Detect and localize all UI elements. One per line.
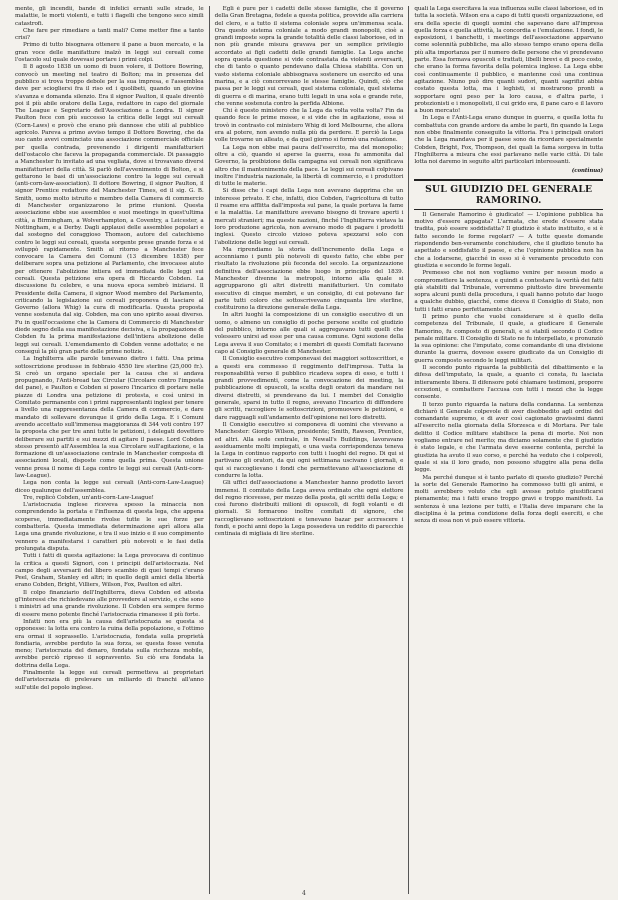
headline-divider	[414, 209, 603, 210]
paragraph: Chi è questo ministero che la Lega da volta volta volta? Fin da quando fece le prime mosse, e si vide che in agitazione, essa si trovò in contrasto col ministero Whig di lord Melbourne, che allora era al potere, non avendo nulla più da perdere. E perciò la Lega volle trovarne un alleato, e da quel giorno si formò una relazione.	[214, 108, 404, 144]
page-number: 4	[302, 890, 306, 897]
paragraph: Tre, replicò Cobden, un'anti-corn-Law-League!	[23, 494, 154, 501]
section-divider	[414, 179, 603, 181]
paragraph: Il Consiglio esecutivo si componeva di uomini che vivevano a Manchester: Giorgio Wilson, presidente; Smith, Rawson, Prentice, ed altri. Alla sede centrale, in Newall's Buildings, lavoravano assiduamente molti impiegati, e una vasta corrispondenza teneva la Lega in continuo rapporto con tutti i luoghi del regno. Di qui si partivano gli oratori, da qui ogni settimana uscivano i giornali, e qui si raccoglievano i fondi che permettevano all'associazione di condurre la lotta.	[214, 421, 404, 479]
paragraph: Tutti i fatti di questa agitazione: la Lega provocava di continuo la critica a questi Signori, con i principii dell'aristocrazia. Nel campo degli avversarii del libero scambio di quei tempi c'erano Peel, Graham, Stanley ed altri; in quello degli amici della libertà erano Cobden, Bright, Villiers, Wilson, Fox, Paulton ed altri.	[15, 553, 204, 589]
paragraph: Ma perché dunque si è tanto parlato di questo giudizio? Perché la sorte del Generale Ramorino ha commosso tutti gli animi, e molti avrebbero voluto che egli avesse potuto giustificarsi pienamente; ma i fatti erano troppo gravi e troppo manifesti. La sentenza è una lezione per tutti, e l'Italia deve imparare che la disciplina è la prima condizione della forza degli eserciti, e che senza di essa non vi può essere vittoria.	[414, 474, 604, 525]
paragraph: Infatti non era più la causa dell'aristocrazia se questa si opponesse: la lotta era contro la ruina della popolazione, e l'ottimo era ormai il soprassello. L'aristocrazia, fondata sulla proprietà fondiaria, avrebbe perduto la sua forza, se questa fosse venuta meno; l'aristocrazia del denaro, fondata sulla ricchezza mobile, avrebbe perciò ripreso il sopravvento. Su ciò era fondata la dottrina della Lega.	[15, 618, 204, 669]
paragraph: Il terzo punto riguarda la natura della condanna. La sentenza dichiarò il Generale colpevole di aver disobbedito agli ordini del comandante supremo, e di aver così cagionato gravissimi danni all'esercito nella giornata della Sforzesca e di Mortara. Per tale delitto il Codice militare stabilisce la pena di morte. Noi non vogliamo entrare nel merito; ma diciamo solamente che il giudizio è stato legale, e che l'armata deve esserne contenta, perché la giustizia ha avuto il suo corso, e perché ha veduto che i colpevoli, quale si sia il loro grado, non possono sfuggire alla pena della legge.	[414, 401, 604, 474]
paragraph: Il Generale Ramorino è giudicato! — L'opinione pubblica ha motivo d'essere appagata? L'armata, che erede d'essere stata tradita, può essere soddisfatta? Il giudizio è stato instituito, e si è fatto secondo le forme regolari? — A tutte queste domande rispondendo ben-veramente conchiudere, che il giudizio tenuto ha aspettato e soddisfatto il paese, e che l'opinione pubblica non ha che a lodarsene, giacché in esso si è veramente proceduto con giustizia e secondo le forme legali.	[414, 211, 604, 269]
paragraph: In Lega e l'Anti-Lega erano dunque in guerra, e quella lotta fu combattuta con grande ardore da ambe le parti, fin quando la Lega non ebbe finalmente conseguito la vittoria. Fra i principali oratori che la Lega mandava per il paese sono da ricordare specialmente Cobden, Bright, Fox, Thompson, dei quali la fama sorgeva in tutta l'Inghilterra a misura che essi parlavano nelle varie città. Di tale lotta noi daremo in seguito altri particolari interessanti.	[414, 115, 604, 166]
paragraph: Lega non conta la legge sui cereali (Anti-corn-Law-League) diceo qualunque dell'assemblea.	[15, 480, 204, 494]
article-headline: SUL GIUDIZIO DEL GENERALE RAMORINO.	[425, 183, 593, 206]
paragraph: Primo di tutto bisognava ottenere il pane a buon mercato, e la gran voce delle manifatture inalzò in leggi sui cereali come l'ostacolo sul quale dovevasi portare i primi colpi.	[15, 42, 204, 64]
paragraph: Il secondo punto riguarda la pubblicità del dibattimento e la difesa dell'imputato, la quale, a quanto ci consta, fu lasciata intieramente libera. Il difensore poté chiamare testimoni, proporre eccezioni, e combattere l'accusa con tutti i mezzi che la legge consente.	[414, 365, 604, 401]
paragraph: Il 8 agosto 1838 un uomo di buon volere, il Dottore Bowring, convocò un meeting nel teatro di Bolton; ma in presenza del pubblico si trova troppo debole per la sua impresa, e l'assemblea deve per sciogliersi fra il riso ed i quolibeti, quando un giovine s'avanza e domanda silenzio. Era il signor Paulton, il quale diventò poi il più abile oratore della Lega, redattore in capo del giornale The League e Segretario dell'Associazione a Londra. Il signor Paulton fece con più successo la critica delle leggi sui cereali (Corn-Laws) e provò che erano più dannose che utili al pubblico agricolo. Pareva a primo avviso tempo il Dottore Bowring, che da suo canto avevi cominciato una associazione commerciale officiale per quella contrada, prevenendo i dirigenti manifatturieri dell'ostacolo che faceva la propaganda commerciale. Di passaggio a Manchester fu invitato ad una vegliata, dove si trovavano diversi manifatturieri della città. Si parlò dell'avvenimento di Bolton, e si gettarono le basi di un'associazione contro la legge sui cereali (anti-corn-law-association). Il dottore Bowring, il signor Paulton, il signor Prentice redattore del Manchester Times, ed il sig. G. B. Smith, uomo molto istruito e membro della Camera di commercio di Manchester organizzarono le prime riunioni. Questa associazione ebbe sue assemblee e suoi meetings in quest'ultima città, a Birmingham, a Wolverhampton, a Coventry, a Leicester, a Nottingham, e a Derby. Dagli applausi delle assemblee popolari e dal sostegno del coraggioso Thomson, autore del catechismo contro le leggi sui cereali, questa sorgente prese grande forza e si sviluppò rapidamente. Smith al ritorno a Manchester fece convocare la Camera dei Comuni (13 dicembre 1838) per deliberare sopra una petizione al Parlamento, che invocasse aiuto per ottenere l'abolizione intiera ed immediata delle leggi sui cereali. Questa petizione era opera di Riccardo Cobden. La discussione fu celebre, e una nuova epoca sembrò iniziarsi. Il Presidente della Camera, il signor Wood membro del Parlamento, criticando la legislazione sui cereali proponeva di lasciare al Governo (allora Whig) la cura di modificarla. Questa proposta venne sostenuta dal sig. Cobden, ma con uno spirito assai diverso. Fu in quell'occasione che la Camera di Commercio di Manchester diede segno della sua manifestazione decisiva, e la propagazione di Cobden fu la prima manifestazione dell'intiera abolizione delle leggi sui cereali. L'emendamento di Cobden venne adottato; e ne conseguì la più gran parte delle prime notizie.	[15, 64, 204, 355]
paragraph: La Inghilterra alle parole tenevano dietro i fatti. Una prima sottoscrizione produsse in febbraio 4550 lire sterline (25,000 fr.). Si creò un organo speciale per la causa che si andava propugnando, l'Anti-bread tax Circular (Circolare contro l'imposta del pane), e Paulton e Cobden si posero l'incarico di portare nelle piazze di Londra una petizione di protesta, e così unirsi in Comitato permanente con i primi rappresentanti inglesi per tenere a livello una rappresentanza della Camera di commercio, e dare mandato di sollevare dovunque il grido della Lega. E i Comuni avendo accettato sull'immensa maggioranza di 344 voti contro 197 la proposta che per tre anni tutte le petizioni, i delegati dovettero deliberare sui partiti e sui mezzi di agitare il paese. Lord Cobden stesso presentò all'Assemblea la sua Circolare sull'agitazione, e la formazione di un'associazione centrale in Manchester composta di associazioni locali, disposte come quella prima. Questa unione venne presa il nome di Lega contro le leggi sui cereali (Anti-corn-law-League).	[15, 356, 204, 479]
continued-marker: (continua)	[571, 167, 604, 174]
paragraph: Si disse che i capi della Lega non avevano dapprima che un interesse privato. E che, infatti, dice Cobden, l'agricoltura di tutto il reame era afflitta dall'imposta sul pane, la quale portava la fame e la malattia. Le manifatture avevano bisogno di trovare aperti i mercati stranieri; ma queste nazioni, finché l'Inghilterra vietava la loro produzione agricola, non avevano modo di pagare i prodotti inglesi. Questo circolo vizioso poteva spezzarsi solo con l'abolizione delle leggi sui cereali.	[214, 188, 404, 246]
paragraph: quali la Lega esercitava la sua influenza sulle classi laboriose, ed in tutta la società. Wilson era a capo di tutti questi organizzazione, ed era della specie di quegli uomini che sapevano dare all'impresa quella forza e quella attività, la concordia e l'emulazione. I fondi, le esposizioni, i banchetti, i meetings dell'associazione apparvano come solennità pubbliche, ma allo stesso tempo erano opera della più alta importanza per il numero delle persone che vi prendevano parte. Essa formava opuscoli e trattati, libelli brevi e di poco costo, che erano la forma favorita della polemica inglese. La Lega ebbe così continuamente il pubblico, e mantenne così una continua agitazione. Niuno può dire quanti sudori, quanti sagrifizi abbia costato questa lotta, ma i leghisti, si mostrarono pronti a sopportare ogni peso per la loro causa, e d'altra parte, i protezionisti e i monopolisti, il cui grido era, il pane caro e il lavoro a buon mercato!	[414, 6, 604, 115]
paragraph: Premesso che noi non vogliamo venire per nessun modo a compromettere la sentenza, e quindi a contestare la verità dei fatti già stabiliti dal Tribunale, vorremmo piuttosto dire brevemente sopra alcuni punti della procedura, i quali hanno potuto dar luogo a qualche dubbio, giacché, come diceva il Consiglio di Stato, non tutti i fatti erano perfettamente chiari.	[414, 270, 604, 313]
column-3	[408, 6, 608, 894]
paragraph: In altri luoghi la composizione di un consiglio esecutivo di un uomo, o almeno un consiglio di poche persone scelte col giudizio del pubblico, intorno alle quali si aggregavano tutti quelli che volessero unirsi ad esse per una causa comune. Ogni sezione della Lega aveva il suo Comitato; e i membri di questi Comitati facevano capo al Consiglio generale di Manchester.	[214, 312, 404, 355]
paragraph: Il primo punto che vuolsi considerare si è quello della competenza del Tribunale, il quale, a giudicare il Generale Ramorino, fu composto di generali, e si stabilì secondo il Codice penale militare. Il Consiglio di Stato ne fu interpellato, e pronunziò la sua opinione: che l'imputato, come comandante di una divisione durante la guerra, dovesse essere giudicato da un Consiglio di guerra composto secondo le leggi militari.	[414, 313, 604, 364]
paragraph: Finalmente la legge sui cereali permetteva ai proprietari dell'aristocrazia di prelevare un miliardo di franchi all'anno sull'utile del popolo inglese.	[15, 670, 204, 691]
paragraph: La Lega non ebbe mai paura dell'esercito, ma del monopolio; oltre a ciò, quando si aperse la guerra, essa fu ammonita dal Governo, la proibizione della campagna sui cereali non significava altro che il mantenimento della pace. Le leggi sui cereali colpivano inoltre l'industria nazionale, la libertà di commercio, e i produttori di tutte le materie.	[214, 144, 404, 188]
column-2	[209, 6, 409, 894]
columns	[10, 6, 608, 894]
paragraph: Ma riprendiamo la storia dell'incremento della Lega e accenniamo i punti più notevoli di questo fatto, che ebbe per risultato la rivoluzione più feconda del secolo. La organizzazione definitiva dell'associazione ebbe luogo in principio del 1839. Manchester divenne la metropoli, intorno alla quale si aggrupparono gli altri distretti manifatturieri. Un comitato esecutivo di cinque membri, e un consiglio, di cui potevano far parte tutti coloro che sottoscrivevano cinquanta lire sterline, costituirono la direzione generale della Lega.	[214, 246, 404, 312]
paragraph: Il colpo finanziario dell'Inghilterra, dieva Cobden ed attesta gl'interessi che richiedevano alle provvedere al servizio, e che sono i ministri ad una grande rivoluzione. Il Cobden era sempre fermo di essere meno potente finché l'aristocrazia rimanesse il più forte.	[15, 589, 204, 618]
paragraph: Che fare per rimediare a tanti mali? Come metter fine a tanto crisi?	[15, 27, 204, 42]
paragraph: Gli uffici dell'associazione a Manchester hanno prodotto lavori immensi. Il comitato della Lega aveva ordinato che ogni elettore del regno ricevesse, per mezzo della posta, gli scritti della Lega; e così furono distribuiti milioni di opuscoli, di fogli volanti e di giornali. Si formarono inoltre comitati di signore, che raccoglievano sottoscrizioni e tenevano bazar per accrescere i fondi, e pochi anni dopo la Lega possedeva un reddito di parecchie centinaia di migliaia di lire sterline.	[214, 480, 404, 538]
paragraph: L'aristocrazia inglese riceveva spesso la minaccia non comprendendo la portata e l'influenza di questa lega, che appena scoperse, immediatamente rivolse tutte le sue forze per combatterla. Questa immediata determinazione aprì allora alla Lega una grande rivoluzione, e tra il suo inizio e il suo compimento vennero a manifestarsi i caratteri più notevoli e le fasi della prolungata disputa.	[15, 502, 204, 552]
paragraph: Egli è pure per i cadetti delle stesse famiglie, che il governo della Gran Bretagna, fedele a questa politica, provvide alla carriera del clero, e a tutto il sistema coloniale sopra un'immensa scala. Ora questo sistema coloniale a modo grandi monopolii, cioè a grandi imposte sopra la grande totalità delle classi laboriose, ed in non più grande misura gravava per un semplice privilegio accordato ai figli cadetti delle grandi famiglie. La Lega anche sopra questa questione si vide contrastata da violenti avversarii, che di tanto o quanto pendevano dalla Chiesa stabilita. Con un vasto sistema coloniale abbisognava sostenere un esercito ed una marina, e a ciò concorrevano le stesse famiglie. Quindi, ciò che passa per le leggi sui cereali, quel sistema coloniale, quel sistema di guerra e di marina, erano tutti legati in una sola e grande rete, che venne sostenuta contro la perfida Albione.	[214, 6, 404, 107]
paragraph: mente, gli incendii, bande di infelici erranti sulle strade, le malattie, le morti violenti, e tutti i flagelli che tengono seco simili catastrofi.	[15, 6, 204, 27]
column-1	[10, 6, 209, 894]
paragraph: Il Consiglio esecutivo componevasi dei maggiori sottoscrittori, e a questi era commesso il reggimento dell'impresa. Tutta la responsabilità verso il pubblico ricadeva sopra di esso, e tutti i grandi provvedimenti, come la convocazione dei meeting, la pubblicazione di opuscoli, la scelta degli oratori da mandare nei diversi distretti, si prendevano da lui. I membri del Consiglio generale, sparsi in tutto il regno, avevano l'incarico di diffondere gli scritti, raccogliere le sottoscrizioni, promuovere le petizioni, e dare ragguagli sull'andamento dell'opinione nei loro distretti.	[214, 356, 404, 421]
